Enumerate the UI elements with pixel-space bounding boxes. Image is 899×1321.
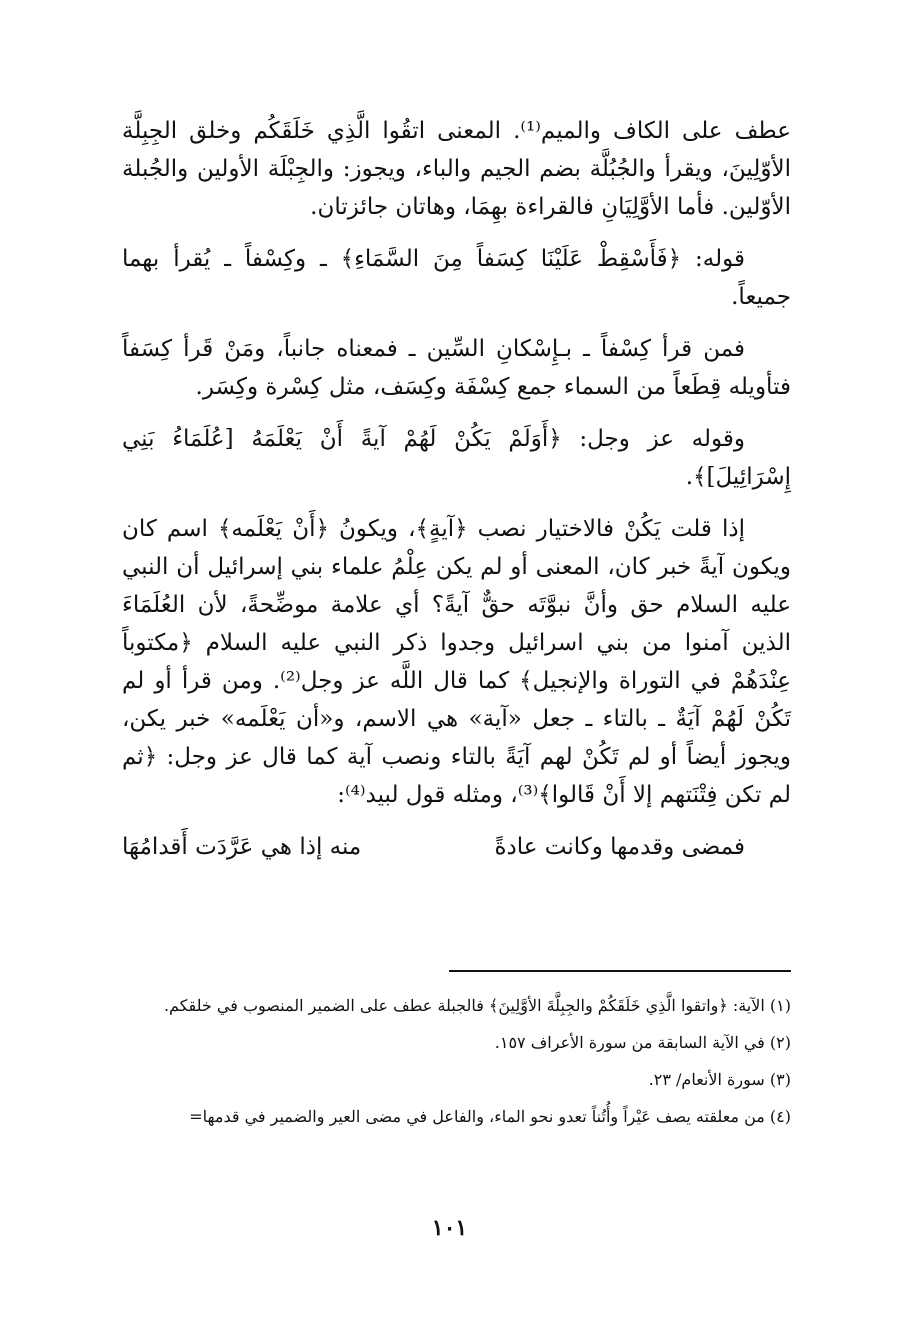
paragraph-3: فمن قرأ كِسْفاً ـ بـإِسْكانِ السِّين ـ فمعناه جانباً، ومَنْ قَرأ كِسَفاً فتأويله قِطَعاً من السماء جمع كِسْفَة وكِسَف، مثل كِسْرة وكِسَر. [122,336,791,400]
footnote-divider [449,970,791,972]
footnote-2: (٢) في الآية السابقة من سورة الأعراف ١٥٧. [494,1033,791,1052]
verse-second-hemistich: منه إذا هي عَرَّدَت أَقدامُهَا [122,834,362,860]
paragraph-2: قوله: ﴿فَأَسْقِطْ عَلَيْنَا كِسَفاً مِنَ السَّمَاءِ﴾ ـ وكِسْفاً ـ يُقرأ بهما جميعاً. [122,246,791,310]
paragraph-1: عطف على الكاف والميم⁽¹⁾. المعنى اتقُوا الَّذِي خَلَقَكُم وخلق الجِبِلَّة الأوّلِينَ، ويقرأ والجُبُلَّة بضم الجيم والباء، ويجوز: والجِبْلَة الأولين والجُبلة الأوّلين. فأما الأوَّلِيَانِ فالقراءة بهِمَا، وهاتان جائزتان. [122,118,791,220]
paragraph-5: إذا قلت يَكُنْ فالاختيار نصب ﴿آيةٍ﴾، ويكونُ ﴿أَنْ يَعْلَمه﴾ اسم كان ويكون آيةً خبر كان، المعنى أو لم يكن عِلْمُ علماء بني إسرائيل أن النبي عليه السلام حق وأنَّ نبوَّتَه حقٌّ آيةً؟ أي علامة موضِّحةً، لأن العُلَمَاءَ الذين آمنوا من بني اسرائيل وجدوا ذكر النبي عليه السلام ﴿مكتوباً عِنْدَهُمْ في التوراة والإنجيل﴾ كما قال اللَّه عز وجل⁽²⁾. ومن قرأ أو لم تَكُنْ لَهُمْ آيَةٌ ـ بالتاء ـ جعل «آية» هي الاسم، و«أن يَعْلَمه» خبر يكن، ويجوز أيضاً أو لم تَكُنْ لهم آيَةً بالتاء ونصب آية كما قال عز وجل: ﴿ثم لم تكن فِتْنَتهم إلا أَنْ قَالوا﴾⁽³⁾، ومثله قول لبيد⁽⁴⁾: [122,516,791,808]
poetry-verse [122,828,791,866]
main-text [122,112,791,866]
footnote-3: (٣) سورة الأنعام/ ٢٣. [648,1070,791,1089]
paragraph-4: وقوله عز وجل: ﴿أَوَلَمْ يَكُنْ لَهُمْ آيةً أَنْ يَعْلَمَهُ [عُلَمَاءُ بَنِي إِسْرَائِيلَ]﴾. [122,426,791,490]
footnotes [122,992,791,1140]
footnote-4: (٤) من معلقته يصف عَيْراً وأُتُناً تعدو نحو الماء، والفاعل في مضى العير والضمير في قدمها= [189,1107,791,1126]
footnote-1: (١) الآية: ﴿واتقوا الَّذِي خَلَقَكُمْ والجِبِلَّةَ الأوَّلِينَ﴾ فالجبلة عطف على الضمير المنصوب في خلقكم. [163,996,791,1015]
verse-first-hemistich: فمضى وقدمها وكانت عادةً [494,834,745,860]
page-number: ١٠١ [431,1215,468,1241]
